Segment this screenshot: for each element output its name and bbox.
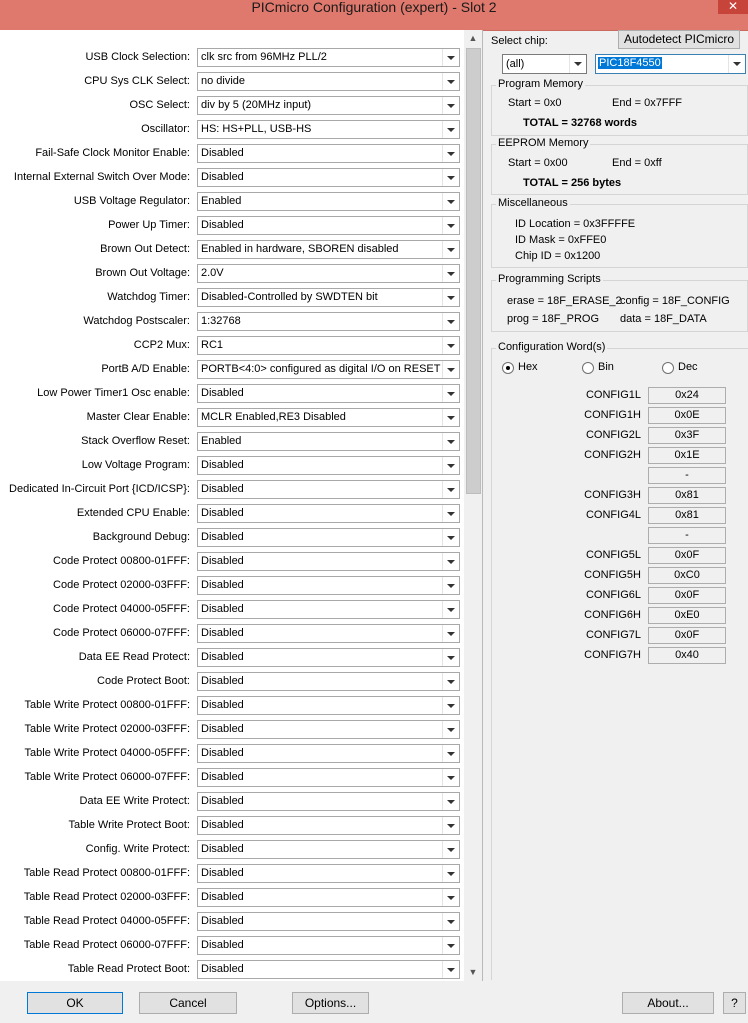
setting-label: USB Clock Selection: xyxy=(85,51,190,63)
chevron-down-icon[interactable] xyxy=(442,769,459,786)
setting-label: USB Voltage Regulator: xyxy=(73,195,190,207)
setting-value: div by 5 (20MHz input) xyxy=(201,99,312,111)
setting-row xyxy=(0,840,462,859)
setting-select[interactable] xyxy=(197,840,460,859)
chevron-down-icon[interactable] xyxy=(442,649,459,666)
setting-select[interactable] xyxy=(197,48,460,67)
setting-row xyxy=(0,672,462,691)
chevron-down-icon[interactable] xyxy=(442,601,459,618)
eeprom-memory-start: Start = 0x00 xyxy=(508,157,568,169)
setting-value: Disabled xyxy=(201,939,244,951)
chevron-down-icon[interactable] xyxy=(442,265,459,282)
setting-row xyxy=(0,72,462,91)
setting-label: CPU Sys CLK Select: xyxy=(84,75,190,87)
config-word-value-button[interactable]: 0x0F xyxy=(648,627,726,644)
vertical-scrollbar[interactable] xyxy=(464,30,482,981)
chip-info-panel xyxy=(484,30,748,981)
title-bar xyxy=(0,0,748,31)
setting-select[interactable] xyxy=(197,288,460,307)
setting-label: Table Write Protect 02000-03FFF: xyxy=(24,723,190,735)
setting-row xyxy=(0,336,462,355)
setting-select[interactable] xyxy=(197,192,460,211)
chip-select[interactable] xyxy=(595,54,746,74)
configuration-words-title: Configuration Word(s) xyxy=(498,341,606,353)
config-word-label: CONFIG5H xyxy=(584,569,641,581)
chevron-down-icon[interactable] xyxy=(442,49,459,66)
radio-bin[interactable] xyxy=(582,362,594,374)
about-button[interactable]: About... xyxy=(622,992,714,1014)
program-memory-end: End = 0x7FFF xyxy=(612,97,683,109)
setting-value: Disabled xyxy=(201,459,244,471)
setting-value: Disabled xyxy=(201,627,244,639)
setting-row xyxy=(0,864,462,883)
chevron-down-icon[interactable] xyxy=(442,505,459,522)
cancel-button[interactable]: Cancel xyxy=(139,992,237,1014)
chevron-down-icon[interactable] xyxy=(442,865,459,882)
setting-row xyxy=(0,384,462,403)
chevron-down-icon[interactable] xyxy=(728,55,745,73)
setting-value: Disabled xyxy=(201,963,244,975)
setting-label: Table Read Protect 06000-07FFF: xyxy=(23,939,190,951)
setting-label: Extended CPU Enable: xyxy=(76,507,190,519)
chevron-down-icon[interactable] xyxy=(442,481,459,498)
setting-row xyxy=(0,960,462,979)
setting-label: Data EE Write Protect: xyxy=(79,795,190,807)
close-icon[interactable]: ✕ xyxy=(718,0,748,14)
ok-button[interactable]: OK xyxy=(27,992,123,1014)
config-word-label: CONFIG6L xyxy=(585,589,641,601)
setting-value: Disabled xyxy=(201,483,244,495)
setting-label: Table Read Protect 00800-01FFF: xyxy=(23,867,190,879)
setting-select[interactable] xyxy=(197,888,460,907)
config-word-value-button[interactable]: 0xE0 xyxy=(648,607,726,624)
chevron-down-icon[interactable] xyxy=(442,697,459,714)
setting-select[interactable] xyxy=(197,576,460,595)
setting-label: Internal External Switch Over Mode: xyxy=(13,171,190,183)
setting-row xyxy=(0,552,462,571)
chevron-down-icon[interactable] xyxy=(442,121,459,138)
setting-value: Disabled xyxy=(201,603,244,615)
chevron-down-icon[interactable] xyxy=(442,313,459,330)
chevron-down-icon[interactable] xyxy=(442,673,459,690)
setting-select[interactable] xyxy=(197,552,460,571)
setting-value: Disabled xyxy=(201,531,244,543)
setting-label: Low Voltage Program: xyxy=(81,459,190,471)
config-word-label: CONFIG7H xyxy=(584,649,641,661)
chevron-down-icon[interactable] xyxy=(442,625,459,642)
setting-row xyxy=(0,888,462,907)
chevron-down-icon[interactable] xyxy=(442,409,459,426)
setting-value: Enabled xyxy=(201,195,242,207)
setting-value: Disabled-Controlled by SWDTEN bit xyxy=(201,291,378,303)
setting-row xyxy=(0,120,462,139)
setting-row xyxy=(0,696,462,715)
chevron-down-icon[interactable] xyxy=(442,385,459,402)
setting-select[interactable] xyxy=(197,240,460,259)
setting-select[interactable] xyxy=(197,432,460,451)
setting-value: Disabled xyxy=(201,171,244,183)
setting-row xyxy=(0,528,462,547)
setting-value: Disabled xyxy=(201,723,244,735)
setting-value: Disabled xyxy=(201,891,244,903)
setting-row xyxy=(0,720,462,739)
setting-label: Table Write Protect Boot: xyxy=(68,819,190,831)
setting-row xyxy=(0,408,462,427)
setting-label: Stack Overflow Reset: xyxy=(81,435,190,447)
chip-family-value: (all) xyxy=(506,58,525,70)
chevron-down-icon[interactable] xyxy=(442,745,459,762)
chevron-down-icon[interactable] xyxy=(569,55,586,73)
setting-label: Brown Out Detect: xyxy=(100,243,190,255)
radio-dec[interactable] xyxy=(662,362,674,374)
setting-select[interactable] xyxy=(197,600,460,619)
setting-select[interactable] xyxy=(197,720,460,739)
setting-label: CCP2 Mux: xyxy=(133,339,190,351)
setting-row xyxy=(0,912,462,931)
program-memory-total: TOTAL = 32768 words xyxy=(523,117,638,129)
setting-select[interactable] xyxy=(197,312,460,331)
setting-value: Disabled xyxy=(201,843,244,855)
setting-select[interactable] xyxy=(197,408,460,427)
radio-label: Dec xyxy=(678,361,698,373)
setting-value: Disabled xyxy=(201,699,244,711)
setting-row xyxy=(0,744,462,763)
prog-script: prog = 18F_PROG xyxy=(507,313,600,325)
setting-row xyxy=(0,480,462,499)
config-word-label: CONFIG2L xyxy=(585,429,641,441)
config-word-value-button[interactable]: 0x81 xyxy=(648,507,726,524)
setting-row xyxy=(0,192,462,211)
setting-select[interactable] xyxy=(197,360,460,379)
setting-value: clk src from 96MHz PLL/2 xyxy=(201,51,327,63)
setting-value: Disabled xyxy=(201,771,244,783)
setting-row xyxy=(0,456,462,475)
scroll-down-arrow-icon[interactable]: ▼ xyxy=(468,967,478,977)
setting-row xyxy=(0,768,462,787)
chevron-down-icon[interactable] xyxy=(442,361,459,378)
setting-value: Enabled in hardware, SBOREN disabled xyxy=(201,243,399,255)
eeprom-memory-total: TOTAL = 256 bytes xyxy=(523,177,622,189)
window-title: PICmicro Configuration (expert) - Slot 2 xyxy=(251,0,497,15)
config-word-label: CONFIG4L xyxy=(585,509,641,521)
chevron-down-icon[interactable] xyxy=(442,169,459,186)
chevron-down-icon[interactable] xyxy=(442,961,459,978)
setting-label: Watchdog Postscaler: xyxy=(83,315,190,327)
setting-value: Disabled xyxy=(201,147,244,159)
setting-row xyxy=(0,504,462,523)
setting-select[interactable] xyxy=(197,768,460,787)
setting-select[interactable] xyxy=(197,816,460,835)
setting-row xyxy=(0,576,462,595)
setting-label: Code Protect 00800-01FFF: xyxy=(53,555,190,567)
chevron-down-icon[interactable] xyxy=(442,145,459,162)
setting-select[interactable] xyxy=(197,648,460,667)
config-word-label: CONFIG5L xyxy=(585,549,641,561)
select-chip-label: Select chip: xyxy=(491,35,548,47)
chevron-down-icon[interactable] xyxy=(442,553,459,570)
id-location: ID Location = 0x3FFFFE xyxy=(515,218,636,230)
setting-row xyxy=(0,600,462,619)
setting-row xyxy=(0,936,462,955)
chevron-down-icon[interactable] xyxy=(442,433,459,450)
setting-value: no divide xyxy=(201,75,246,87)
config-word-value-button[interactable]: 0x3F xyxy=(648,427,726,444)
setting-label: Background Debug: xyxy=(92,531,190,543)
setting-value: 2.0V xyxy=(201,267,224,279)
config-word-value-button[interactable]: - xyxy=(648,467,726,484)
setting-label: Power Up Timer: xyxy=(108,219,190,231)
setting-label: Oscillator: xyxy=(141,123,190,135)
config-word-value-button[interactable]: 0xC0 xyxy=(648,567,726,584)
setting-select[interactable] xyxy=(197,960,460,979)
scroll-up-arrow-icon[interactable]: ▲ xyxy=(468,33,478,43)
config-word-label: CONFIG7L xyxy=(585,629,641,641)
setting-label: Code Protect 02000-03FFF: xyxy=(53,579,190,591)
setting-row xyxy=(0,624,462,643)
setting-row xyxy=(0,216,462,235)
chevron-down-icon[interactable] xyxy=(442,97,459,114)
setting-select[interactable] xyxy=(197,264,460,283)
setting-select[interactable] xyxy=(197,528,460,547)
setting-row xyxy=(0,816,462,835)
config-word-value-button[interactable]: 0x1E xyxy=(648,447,726,464)
program-memory-group xyxy=(491,78,748,136)
config-word-value-button[interactable]: 0x24 xyxy=(648,387,726,404)
setting-label: PortB A/D Enable: xyxy=(101,363,190,375)
setting-row xyxy=(0,144,462,163)
chevron-down-icon[interactable] xyxy=(442,913,459,930)
chip-select-value: PIC18F4550 xyxy=(599,57,661,69)
setting-select[interactable] xyxy=(197,912,460,931)
id-mask: ID Mask = 0xFFE0 xyxy=(515,234,607,246)
setting-label: Code Protect Boot: xyxy=(97,675,190,687)
setting-select[interactable] xyxy=(197,744,460,763)
setting-select[interactable] xyxy=(197,168,460,187)
setting-value: Disabled xyxy=(201,675,244,687)
help-button[interactable]: ? xyxy=(723,992,746,1014)
scroll-thumb[interactable] xyxy=(466,48,481,494)
chevron-down-icon[interactable] xyxy=(442,241,459,258)
setting-select[interactable] xyxy=(197,384,460,403)
options-button[interactable]: Options... xyxy=(292,992,369,1014)
setting-value: Disabled xyxy=(201,915,244,927)
chevron-down-icon[interactable] xyxy=(442,937,459,954)
eeprom-memory-title: EEPROM Memory xyxy=(498,137,589,149)
radio-label: Hex xyxy=(518,361,538,373)
setting-select[interactable] xyxy=(197,456,460,475)
setting-value: PORTB<4:0> configured as digital I/O on RESET xyxy=(201,363,441,375)
setting-label: Table Read Protect Boot: xyxy=(67,963,190,975)
setting-value: Disabled xyxy=(201,747,244,759)
setting-row xyxy=(0,168,462,187)
setting-label: Code Protect 06000-07FFF: xyxy=(53,627,190,639)
setting-value: MCLR Enabled,RE3 Disabled xyxy=(201,411,346,423)
program-memory-title: Program Memory xyxy=(498,78,583,90)
setting-value: Enabled xyxy=(201,435,242,447)
setting-value: Disabled xyxy=(201,795,244,807)
programming-scripts-group xyxy=(491,273,748,332)
data-script: data = 18F_DATA xyxy=(620,313,707,325)
setting-value: Disabled xyxy=(201,219,244,231)
chevron-down-icon[interactable] xyxy=(442,721,459,738)
setting-label: Table Read Protect 04000-05FFF: xyxy=(23,915,190,927)
setting-row xyxy=(0,312,462,331)
setting-row xyxy=(0,288,462,307)
setting-select[interactable] xyxy=(197,72,460,91)
config-word-value-button[interactable]: 0x0E xyxy=(648,407,726,424)
setting-label: OSC Select: xyxy=(129,99,190,111)
chevron-down-icon[interactable] xyxy=(442,529,459,546)
setting-value: HS: HS+PLL, USB-HS xyxy=(201,123,312,135)
config-word-label: CONFIG1L xyxy=(585,389,641,401)
setting-select[interactable] xyxy=(197,480,460,499)
chip-family-select[interactable] xyxy=(502,54,587,74)
config-word-label: CONFIG6H xyxy=(584,609,641,621)
setting-value: Disabled xyxy=(201,867,244,879)
chevron-down-icon[interactable] xyxy=(442,841,459,858)
autodetect-button[interactable]: Autodetect PICmicro xyxy=(618,30,740,49)
config-word-label: CONFIG3H xyxy=(584,489,641,501)
setting-label: Master Clear Enable: xyxy=(86,411,190,423)
setting-label: Brown Out Voltage: xyxy=(95,267,190,279)
setting-select[interactable] xyxy=(197,936,460,955)
setting-select[interactable] xyxy=(197,672,460,691)
setting-value: Disabled xyxy=(201,651,244,663)
setting-value: Disabled xyxy=(201,555,244,567)
setting-label: Table Read Protect 02000-03FFF: xyxy=(23,891,190,903)
config-word-value-button[interactable]: 0x81 xyxy=(648,487,726,504)
settings-panel xyxy=(0,30,483,981)
setting-value: Disabled xyxy=(201,387,244,399)
programming-scripts-title: Programming Scripts xyxy=(498,273,601,285)
config-word-label: CONFIG2H xyxy=(584,449,641,461)
setting-label: Table Write Protect 06000-07FFF: xyxy=(24,771,190,783)
setting-value: 1:32768 xyxy=(201,315,241,327)
setting-select[interactable] xyxy=(197,504,460,523)
setting-select[interactable] xyxy=(197,336,460,355)
setting-row xyxy=(0,240,462,259)
setting-select[interactable] xyxy=(197,792,460,811)
chevron-down-icon[interactable] xyxy=(442,793,459,810)
configuration-words-group xyxy=(491,341,748,980)
setting-label: Low Power Timer1 Osc enable: xyxy=(37,387,190,399)
radio-label: Bin xyxy=(598,361,614,373)
setting-row xyxy=(0,264,462,283)
setting-value: Disabled xyxy=(201,579,244,591)
program-memory-start: Start = 0x0 xyxy=(508,97,562,109)
setting-select[interactable] xyxy=(197,96,460,115)
chevron-down-icon[interactable] xyxy=(442,457,459,474)
config-word-value-button[interactable]: 0x0F xyxy=(648,547,726,564)
setting-label: Watchdog Timer: xyxy=(107,291,190,303)
miscellaneous-group xyxy=(491,197,748,268)
setting-label: Fail-Safe Clock Monitor Enable: xyxy=(35,147,190,159)
chevron-down-icon[interactable] xyxy=(442,889,459,906)
setting-value: Disabled xyxy=(201,507,244,519)
setting-select[interactable] xyxy=(197,144,460,163)
setting-select[interactable] xyxy=(197,120,460,139)
config-word-value-button[interactable]: 0x0F xyxy=(648,587,726,604)
chevron-down-icon[interactable] xyxy=(442,817,459,834)
setting-row xyxy=(0,96,462,115)
chevron-down-icon[interactable] xyxy=(442,289,459,306)
setting-select[interactable] xyxy=(197,216,460,235)
chevron-down-icon[interactable] xyxy=(442,217,459,234)
chevron-down-icon[interactable] xyxy=(442,73,459,90)
eeprom-memory-group xyxy=(491,137,748,195)
setting-row xyxy=(0,360,462,379)
chip-id: Chip ID = 0x1200 xyxy=(515,250,601,262)
erase-script: erase = 18F_ERASE_2 xyxy=(507,295,622,307)
setting-select[interactable] xyxy=(197,696,460,715)
setting-row xyxy=(0,48,462,67)
setting-select[interactable] xyxy=(197,624,460,643)
config-word-value-button[interactable]: - xyxy=(648,527,726,544)
setting-label: Data EE Read Protect: xyxy=(78,651,190,663)
setting-value: RC1 xyxy=(201,339,224,351)
chevron-down-icon[interactable] xyxy=(442,337,459,354)
setting-label: Dedicated In-Circuit Port {ICD/ICSP}: xyxy=(9,483,190,495)
chevron-down-icon[interactable] xyxy=(442,193,459,210)
config-script: config = 18F_CONFIG xyxy=(620,295,730,307)
setting-row xyxy=(0,792,462,811)
config-word-value-button[interactable]: 0x40 xyxy=(648,647,726,664)
setting-label: Table Write Protect 00800-01FFF: xyxy=(24,699,190,711)
setting-label: Table Write Protect 04000-05FFF: xyxy=(24,747,190,759)
setting-row xyxy=(0,432,462,451)
setting-select[interactable] xyxy=(197,864,460,883)
miscellaneous-title: Miscellaneous xyxy=(498,197,568,209)
setting-row xyxy=(0,648,462,667)
chevron-down-icon[interactable] xyxy=(442,577,459,594)
eeprom-memory-end: End = 0xff xyxy=(612,157,662,169)
setting-value: Disabled xyxy=(201,819,244,831)
setting-label: Code Protect 04000-05FFF: xyxy=(53,603,190,615)
radio-hex[interactable] xyxy=(502,362,514,374)
setting-label: Config. Write Protect: xyxy=(85,843,190,855)
config-word-label: CONFIG1H xyxy=(584,409,641,421)
